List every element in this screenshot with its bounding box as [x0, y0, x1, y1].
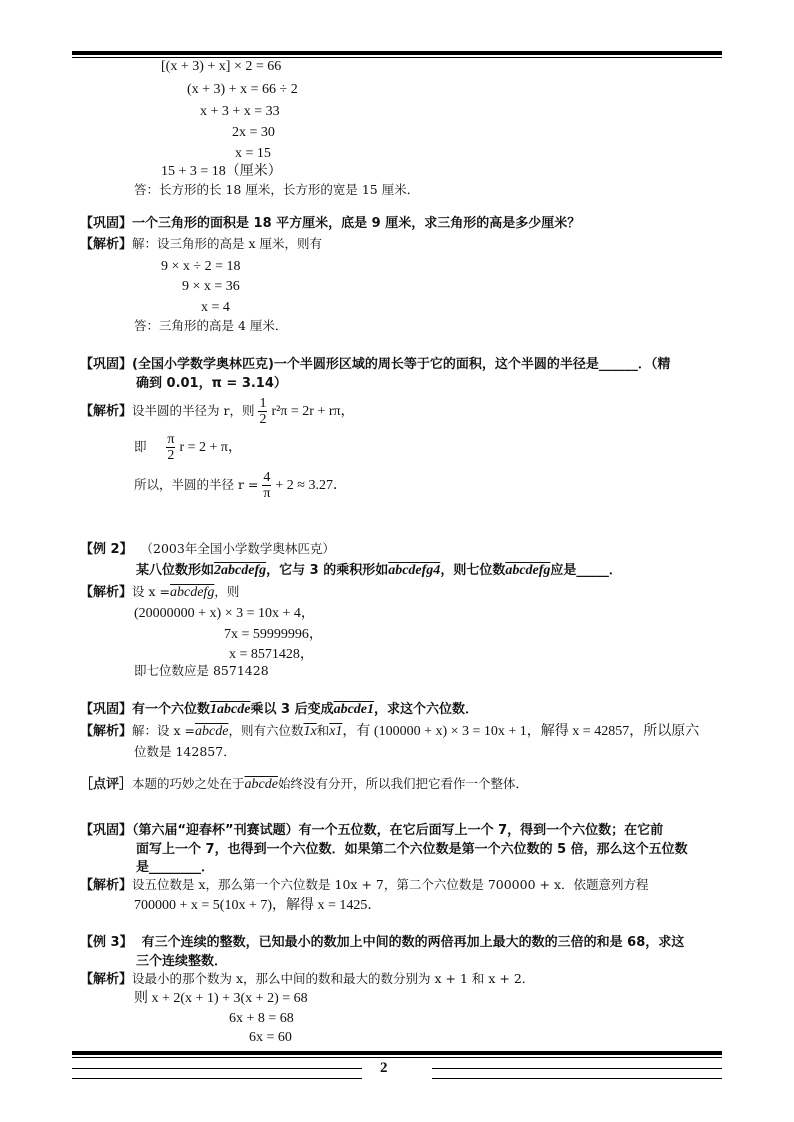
section-tag: 【例 3】	[80, 935, 133, 950]
equation-line: 15 + 3 = 18（厘米）	[161, 164, 282, 179]
problem-text: ，求这个六位数．	[374, 702, 479, 717]
problem-consolidate-six-digit	[80, 700, 478, 720]
solution-text: 设 x =	[132, 584, 170, 599]
overlined-number: abcdefg4	[388, 563, 441, 578]
example-source: （2003年全国小学数学奥林匹克）	[140, 541, 335, 556]
section-tag: 【巩固】	[80, 823, 133, 838]
problem-consolidate-triangle	[80, 214, 580, 234]
solution-line	[80, 583, 239, 602]
solution-text: 设五位数是 x，那么第一个六位数是 10x + 7，第二个六位数是 700000 + x．依题意列方程	[132, 877, 649, 892]
problem-text: 有一个六位数	[132, 702, 211, 717]
equation-line: 9 × x ÷ 2 = 18	[161, 259, 241, 274]
overlined-number: abcde1	[333, 702, 375, 717]
problem-consolidate-semicircle	[80, 355, 670, 375]
overlined-number: abcde	[244, 777, 278, 792]
section-tag: 【巩固】	[80, 216, 133, 231]
solution-text: 和	[316, 723, 330, 738]
overlined-number: abcde	[195, 724, 229, 739]
fraction-pi-over-2	[166, 432, 175, 463]
section-tag: ［点评］	[80, 777, 133, 792]
answer-line: 答：长方形的长 18 厘米，长方形的宽是 15 厘米．	[134, 182, 420, 197]
fraction-half	[258, 396, 267, 427]
problem-text: 某八位数形如	[136, 563, 215, 578]
fraction-numerator: 1	[259, 396, 267, 411]
comment-text: 始终没有分开，所以我们把它看作一个整体．	[277, 776, 528, 791]
solution-line	[80, 876, 649, 895]
equation-line: x + 3 + x = 33	[200, 104, 280, 119]
fraction-numerator: 4	[263, 470, 271, 485]
section-tag: 【解析】	[80, 724, 133, 739]
equation-line: 6x = 60	[249, 1030, 292, 1045]
equation-line: 7x = 59999996，	[224, 627, 323, 642]
solution-text: ，有 (100000 + x) × 3 = 10x + 1，解得 x = 42857，所以原六	[342, 724, 700, 739]
header-rule-thick	[72, 51, 722, 55]
problem-text: 一个三角形的面积是 18 平方厘米，底是 9 厘米，求三角形的高是多少厘米？	[132, 216, 581, 231]
equation-line: 6x + 8 = 68	[229, 1011, 294, 1026]
solution-text: 设最小的那个数为 x，那么中间的数和最大的数分别为 x + 1 和 x + 2．	[132, 971, 535, 986]
fraction-denominator: 2	[167, 448, 175, 463]
equation-line: [(x + 3) + x] × 2 = 66	[161, 59, 282, 74]
overlined-number: abcdefg	[505, 563, 551, 578]
problem-text: 应是_____．	[550, 563, 622, 578]
solution-text: ，则有六位数	[228, 723, 304, 738]
equation-line: 2x = 30	[232, 125, 275, 140]
solution-text: ，则	[214, 584, 240, 599]
problem-text: ，则七位数	[440, 563, 506, 578]
solution-line	[80, 396, 355, 427]
section-tag: 【例 2】	[80, 542, 133, 557]
example-3-problem	[80, 933, 684, 953]
section-tag: 【解析】	[80, 404, 133, 419]
overlined-number: 1x	[303, 724, 317, 739]
solution-intro	[80, 235, 322, 254]
footer-right-line-1	[432, 1068, 722, 1069]
overlined-number: 2abcdefg	[214, 563, 267, 578]
footer-right-line-2	[432, 1078, 722, 1079]
equation-line: 则 x + 2(x + 1) + 3(x + 2) = 68	[134, 991, 308, 1006]
problem-text-continued: 确到 0.01，π = 3.14）	[136, 376, 287, 391]
example-2-heading	[80, 540, 335, 559]
solution-line	[134, 470, 347, 501]
section-tag: 【解析】	[80, 878, 133, 893]
footer-left-line-2	[72, 1078, 362, 1079]
equation-line: (x + 3) + x = 66 ÷ 2	[187, 82, 298, 97]
solution-text: 即	[134, 439, 147, 454]
overlined-number: abcdefg	[170, 585, 215, 600]
section-tag: 【解析】	[80, 972, 133, 987]
answer-line: 答：三角形的高是 4 厘米．	[134, 318, 288, 333]
fraction-numerator: π	[167, 432, 175, 447]
section-tag: 【解析】	[80, 585, 133, 600]
problem-text: 有三个连续的整数，已知最小的数加上中间的数的两倍再加上最大的数的三倍的和是 68，求这	[141, 935, 685, 950]
equation-line: x = 4	[201, 300, 230, 315]
overlined-number: 1abcde	[210, 702, 251, 717]
solution-line: 位数是 142857．	[134, 744, 236, 759]
problem-text-continued: 三个连续整数．	[136, 954, 228, 969]
solution-text: 解：设 x =	[132, 723, 195, 738]
fraction-4-over-pi	[262, 470, 271, 501]
footer-rule-thin	[72, 1057, 722, 1058]
equation-line: (20000000 + x) × 3 = 10x + 4，	[134, 606, 315, 621]
fraction-denominator: 2	[259, 412, 267, 427]
equation-line: 700000 + x = 5(10x + 7)，解得 x = 1425．	[134, 898, 382, 913]
comment-text: 本题的巧妙之处在于	[132, 776, 245, 791]
example-2-problem	[136, 561, 622, 581]
solution-line	[134, 432, 242, 463]
solution-text: 所以，半圆的半径 r =	[134, 477, 259, 492]
problem-consolidate-five-digit	[80, 821, 663, 841]
solution-line	[80, 970, 534, 989]
problem-text: ，它与 3 的乘积形如	[266, 563, 389, 578]
footer-left-line-1	[72, 1068, 362, 1069]
equation-line: x = 8571428，	[229, 647, 314, 662]
section-tag: 【巩固】	[80, 702, 133, 717]
problem-text-continued: 面写上一个 7，也得到一个六位数．如果第二个六位数是第一个六位数的 5 倍，那么这个五位数	[136, 842, 688, 857]
comment-line	[80, 775, 528, 794]
equation-line: 9 × x = 36	[182, 279, 240, 294]
solution-text: 设半圆的半径为 r，则	[132, 403, 255, 418]
equation-text: r²π = 2r + rπ，	[271, 404, 355, 419]
overlined-number: x1	[329, 724, 343, 739]
page-number: 2	[380, 1060, 388, 1076]
answer-line: 即七位数应是 8571428	[134, 663, 269, 678]
solution-line	[80, 722, 699, 741]
problem-text: 乘以 3 后变成	[250, 702, 334, 717]
equation-text: + 2 ≈ 3.27．	[275, 478, 347, 493]
equation-line: x = 15	[235, 146, 271, 161]
problem-text: （第六届“迎春杯”刊赛试题）有一个五位数，在它后面写上一个 7，得到一个六位数；在它前	[132, 823, 664, 838]
solution-text: 解：设三角形的高是 x 厘米，则有	[132, 236, 323, 251]
equation-text: r = 2 + π，	[179, 440, 242, 455]
problem-text: (全国小学数学奥林匹克)一个半圆形区域的周长等于它的面积，这个半圆的半径是______．（精	[132, 357, 671, 372]
fraction-denominator: π	[263, 486, 271, 501]
section-tag: 【巩固】	[80, 357, 133, 372]
problem-text-continued: 是________．	[136, 860, 215, 875]
footer-rule-thick	[72, 1051, 722, 1055]
section-tag: 【解析】	[80, 237, 133, 252]
